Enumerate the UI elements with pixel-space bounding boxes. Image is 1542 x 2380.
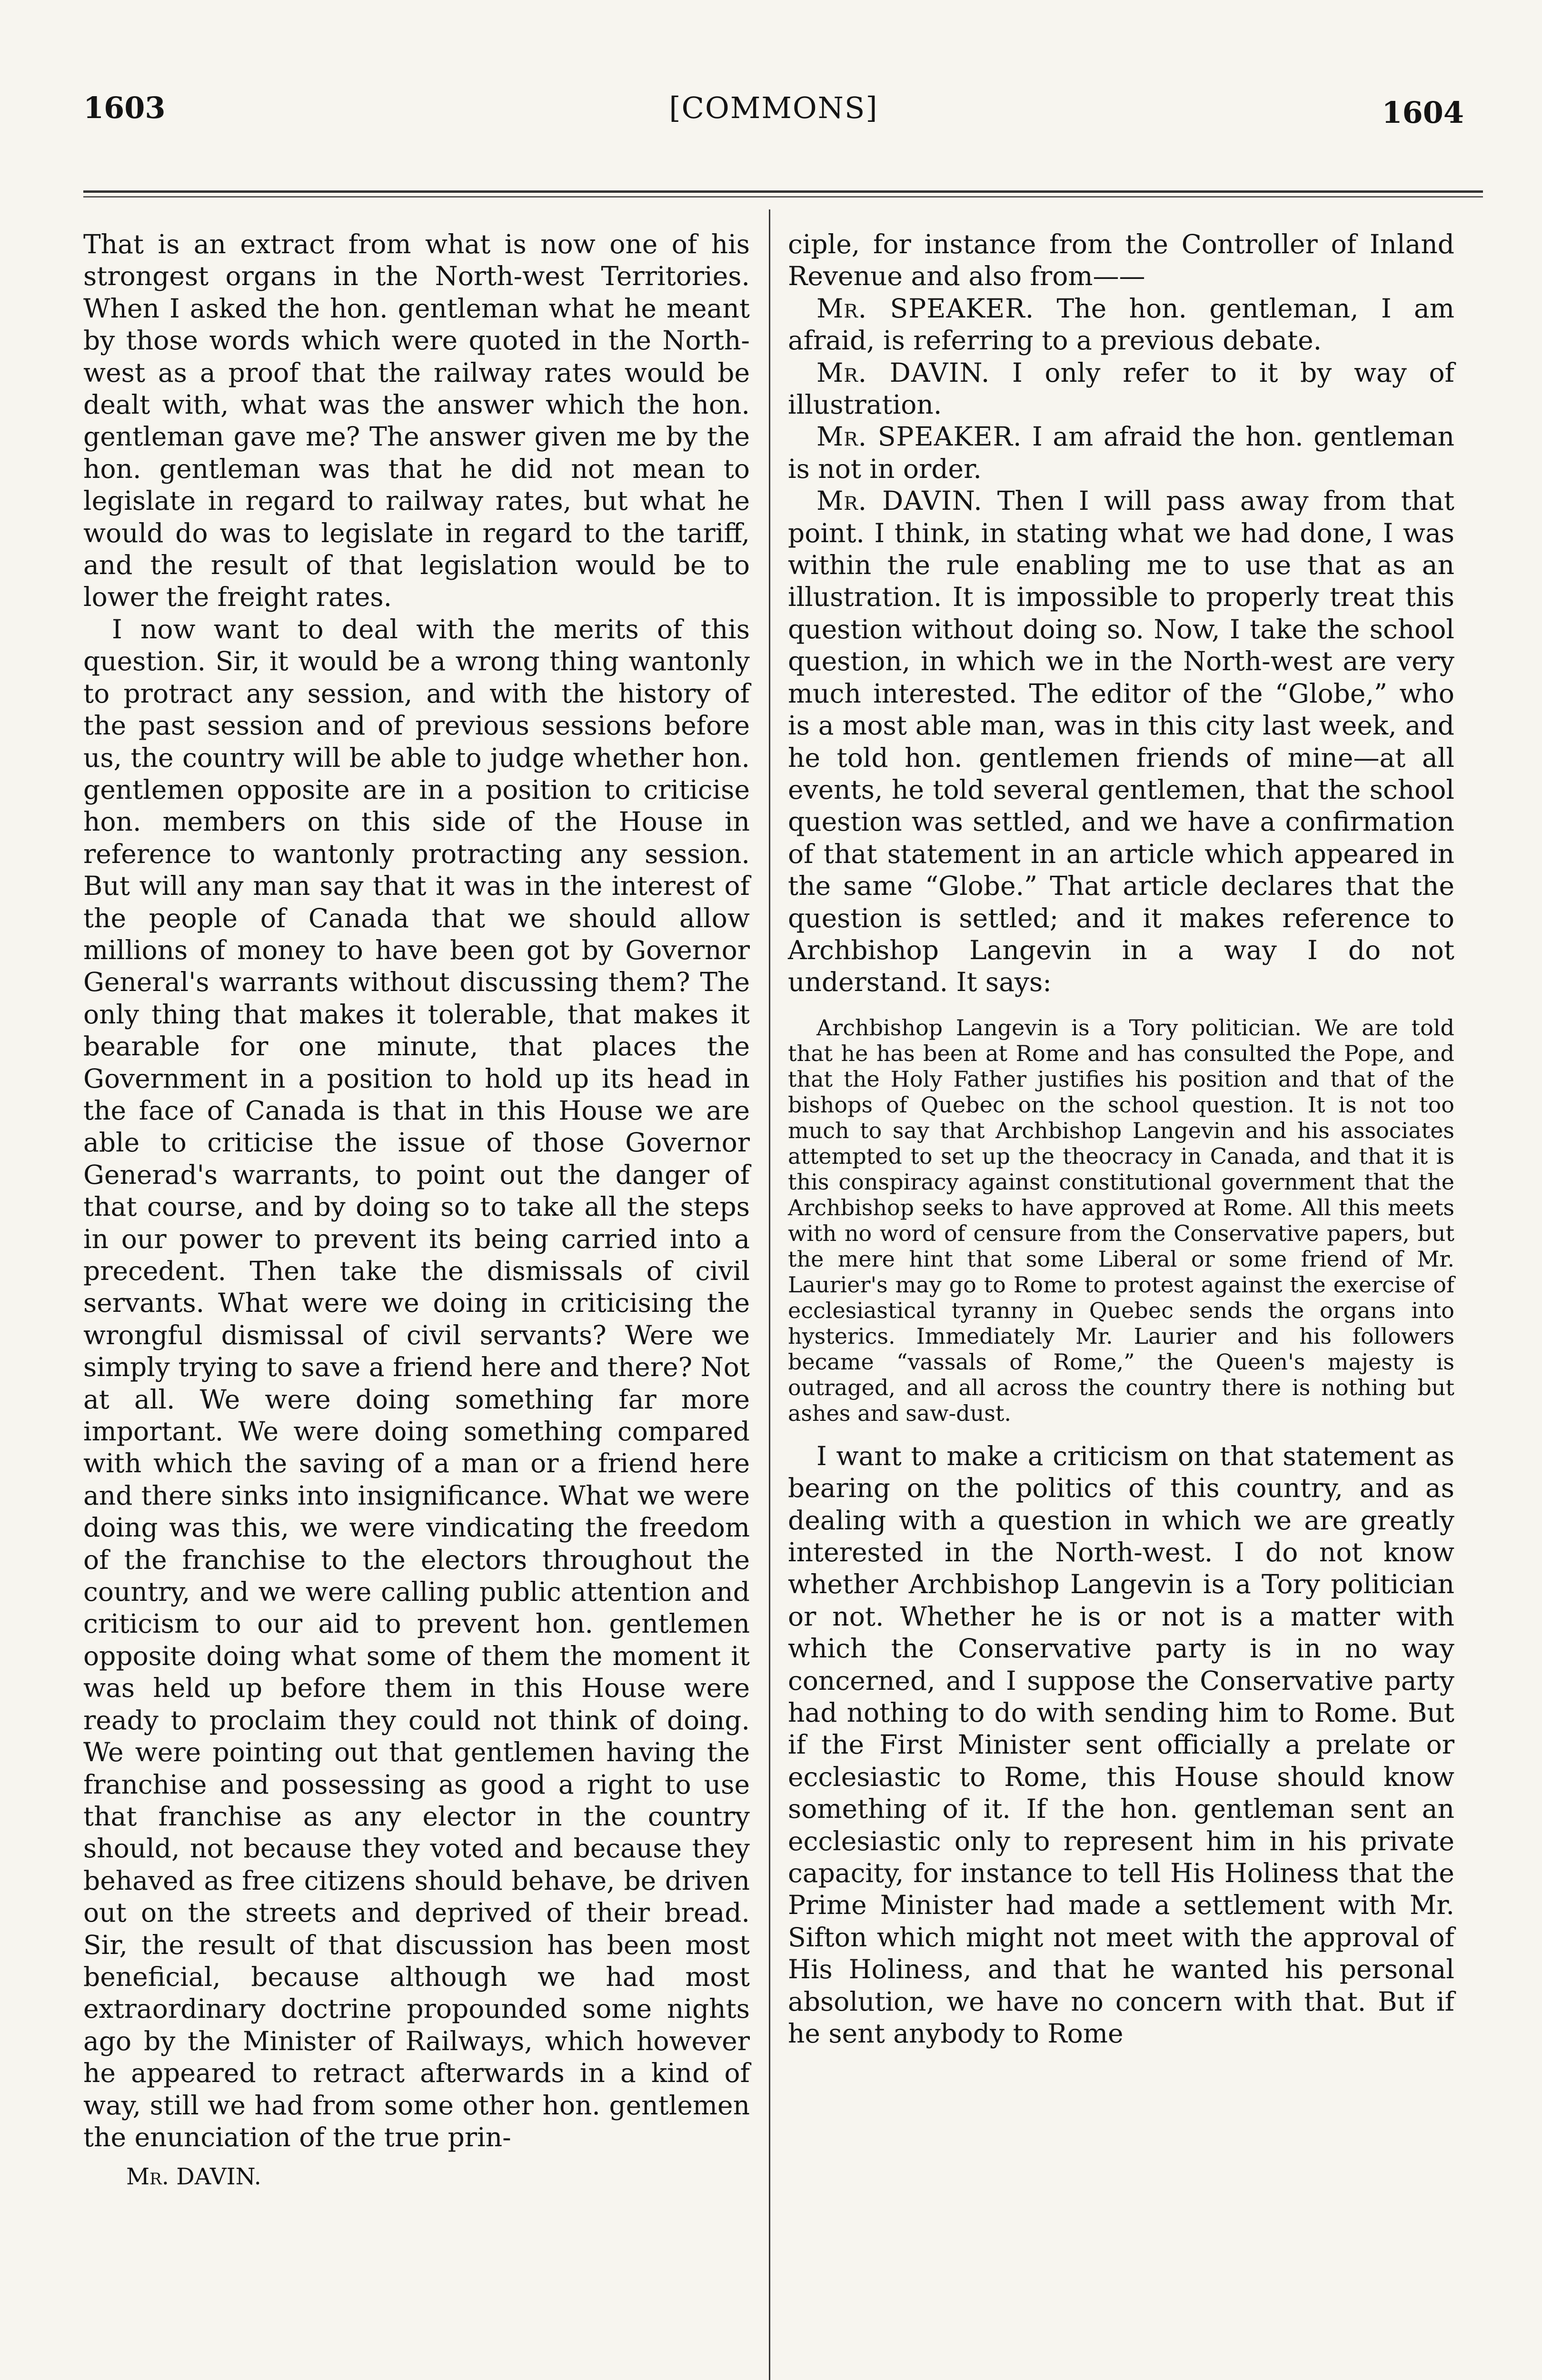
- right-paragraph-3: [788, 357, 1454, 421]
- speech-text: I only refer to it by way of illustration.: [788, 357, 1454, 420]
- speech-text: Then I will pass away from that point. I think, in stating what we had done, I was within the rule enabling me to use that as an illustration. It is impossible to properly treat this question without doing so. Now, I take the school question, in which we in the North-west are very much interested. The editor of the “Globe,” who is a most able man, was in this city last week, and he told hon. gentlemen friends of mine—at all events, he told several gentlemen, that the school question was settled, and we have a confirmation of that statement in an article which appeared in the same “Globe.” That article declares that the question is settled; and it makes reference to Archbishop Langevin in a way I do not understand. It says:: [788, 486, 1454, 998]
- speaker-name: Mr. DAVIN.: [816, 357, 990, 388]
- speaker-name: Mr. SPEAKER.: [816, 421, 1022, 452]
- speech-text: I am afraid the hon. gentleman is not in order.: [788, 421, 1454, 484]
- right-paragraph-1: ciple, for instance from the Controller of Inland Revenue and also from——: [788, 229, 1454, 292]
- left-paragraph-2: I now want to deal with the merits of this question. Sir, it would be a wrong thing wantonly to protract any session, and with the history of the past session and of previous sessions before us, the country will be able to judge whether hon. gentlemen opposite are in a position to criticise hon. members on this side of the House in reference to wantonly protracting any session. But will any man say that it was in the interest of the people of Canada that we should allow millions of money to have been got by Governor General's warrants without discussing them? The only thing that makes it tolerable, that makes it bearable for one minute, that places the Government in a position to hold up its head in the face of Canada is that in this House we are able to criticise the issue of those Governor Generad's warrants, to point out the danger of that course, and by doing so to take all the steps in our power to prevent its being carried into a precedent. Then take the dismissals of civil servants. What were we doing in criticising the wrongful dismissal of civil servants? Were we simply trying to save a friend here and there? Not at all. We were doing something far more important. We were doing something compared with which the saving of a man or a friend here and there sinks into insignificance. What we were doing was this, we were vindicating the freedom of the franchise to the electors throughout the country, and we were calling public attention and criticism to our aid to prevent hon. gentlemen opposite doing what some of them the moment it was held up before them in this House were ready to proclaim they could not think of doing. We were pointing out that gentlemen having the franchise and possessing as good a right to use that franchise as any elector in the country should, not because they voted and because they behaved as free citizens should behave, be driven out on the streets and deprived of their bread. Sir, the result of that discussion has been most beneficial, because although we had most extraordinary doctrine propounded some nights ago by the Minister of Railways, which however he appeared to retract afterwards in a kind of way, still we had from some other hon. gentlemen the enunciation of the true prin-: [83, 614, 750, 2152]
- column-signature: Mr. DAVIN.: [126, 2163, 261, 2191]
- page-header: [83, 90, 1464, 143]
- header-rule: [83, 190, 1483, 193]
- speech-text: The hon. gentleman, I am afraid, is referring to a previous debate.: [788, 293, 1454, 356]
- column-divider: [769, 209, 770, 2380]
- speaker-name: Mr. SPEAKER.: [816, 293, 1035, 324]
- header-rule-thin: [83, 196, 1483, 198]
- right-paragraph-6: I want to make a criticism on that statement as bearing on the politics of this country, and as dealing with a question in which we are greatly interested in the North-west. I do not know whether Archbishop Langevin is a Tory politician or not. Whether he is or not is a matter with which the Conservative party is in no way concerned, and I suppose the Conservative party had nothing to do with sending him to Rome. But if the First Minister sent officially a prelate or ecclesiastic to Rome, this House should know something of it. If the hon. gentleman sent an ecclesiastic only to represent him in his private capacity, for instance to tell His Holiness that the Prime Minister had made a settlement with Mr. Sifton which might not meet with the approval of His Holiness, and that he wanted his personal absolution, we have no concern with that. But if he sent anybody to Rome: [788, 1440, 1454, 2049]
- page-number-right: 1604: [1382, 95, 1464, 130]
- right-column: [788, 228, 1454, 2050]
- right-paragraph-2: [788, 293, 1454, 357]
- left-column: [83, 228, 750, 2193]
- speaker-name: Mr. DAVIN.: [816, 486, 983, 516]
- left-paragraph-1: That is an extract from what is now one of his strongest organs in the North-west Territories. When I asked the hon. gentleman what he meant by those words which were quoted in the North-west as a proof that the railway rates would be dealt with, what was the answer which the hon. gentleman gave me? The answer given me by the hon. gentleman was that he did not mean to legislate in regard to railway rates, but what he would do was to legislate in regard to the tariff, and the result of that legislation would be to lower the freight rates.: [83, 229, 750, 613]
- right-paragraph-4: [788, 421, 1454, 485]
- page-number-left: 1603: [83, 90, 166, 125]
- right-paragraph-5: [788, 485, 1454, 999]
- running-head: [COMMONS]: [669, 90, 878, 125]
- quoted-article: Archbishop Langevin is a Tory politician. We are told that he has been at Rome and has consulted the Pope, and that the Holy Father justifies his position and that of the bishops of Quebec on the school question. It is not too much to say that Archbishop Langevin and his associates attempted to set up the theocracy in Canada, and that it is this conspiracy against constitutional government that the Archbishop seeks to have approved at Rome. All this meets with no word of censure from the Conservative papers, but the mere hint that some Liberal or some friend of Mr. Laurier's may go to Rome to protest against the exercise of ecclesiastical tyranny in Quebec sends the organs into hysterics. Immediately Mr. Laurier and his followers became “vassals of Rome,” the Queen's majesty is outraged, and all across the country there is nothing but ashes and saw-dust.: [788, 1014, 1454, 1426]
